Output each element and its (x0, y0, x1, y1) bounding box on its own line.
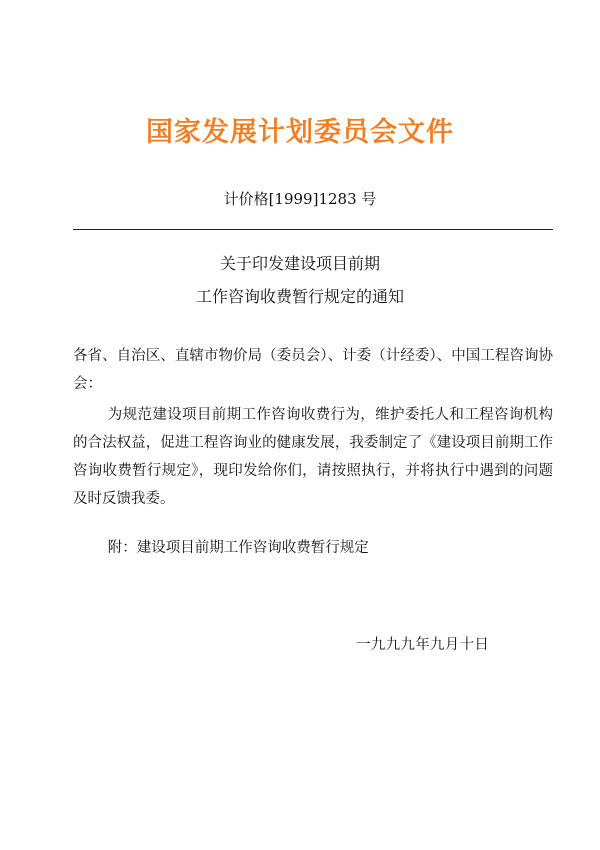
document-number: 计价格[1999]1283 号 (223, 190, 377, 208)
issue-date: 一九九九年九月十日 (356, 637, 490, 653)
attachment-note: 附：建设项目前期工作咨询收费暂行规定 (107, 540, 369, 556)
addressee-text: 各省、自治区、直辖市物价局（委员会）、计委（计经委）、中国工程咨询协会： (73, 348, 553, 392)
notice-title-line-1: 关于印发建设项目前期 (219, 254, 380, 273)
header-divider (73, 229, 553, 230)
notice-title-line-2: 工作咨询收费暂行规定的通知 (195, 287, 404, 306)
document-masthead: 国家发展计划委员会文件 (146, 117, 454, 148)
body-paragraph: 为规范建设项目前期工作咨询收费行为，维护委托人和工程咨询机构的合法权益，促进工程咨询业的健康发展，我委制定了《建设项目前期工作咨询收费暂行规定》，现印发给你们，请按照执行，并将执行中遇到的问题及时反馈我委。 (73, 407, 553, 507)
